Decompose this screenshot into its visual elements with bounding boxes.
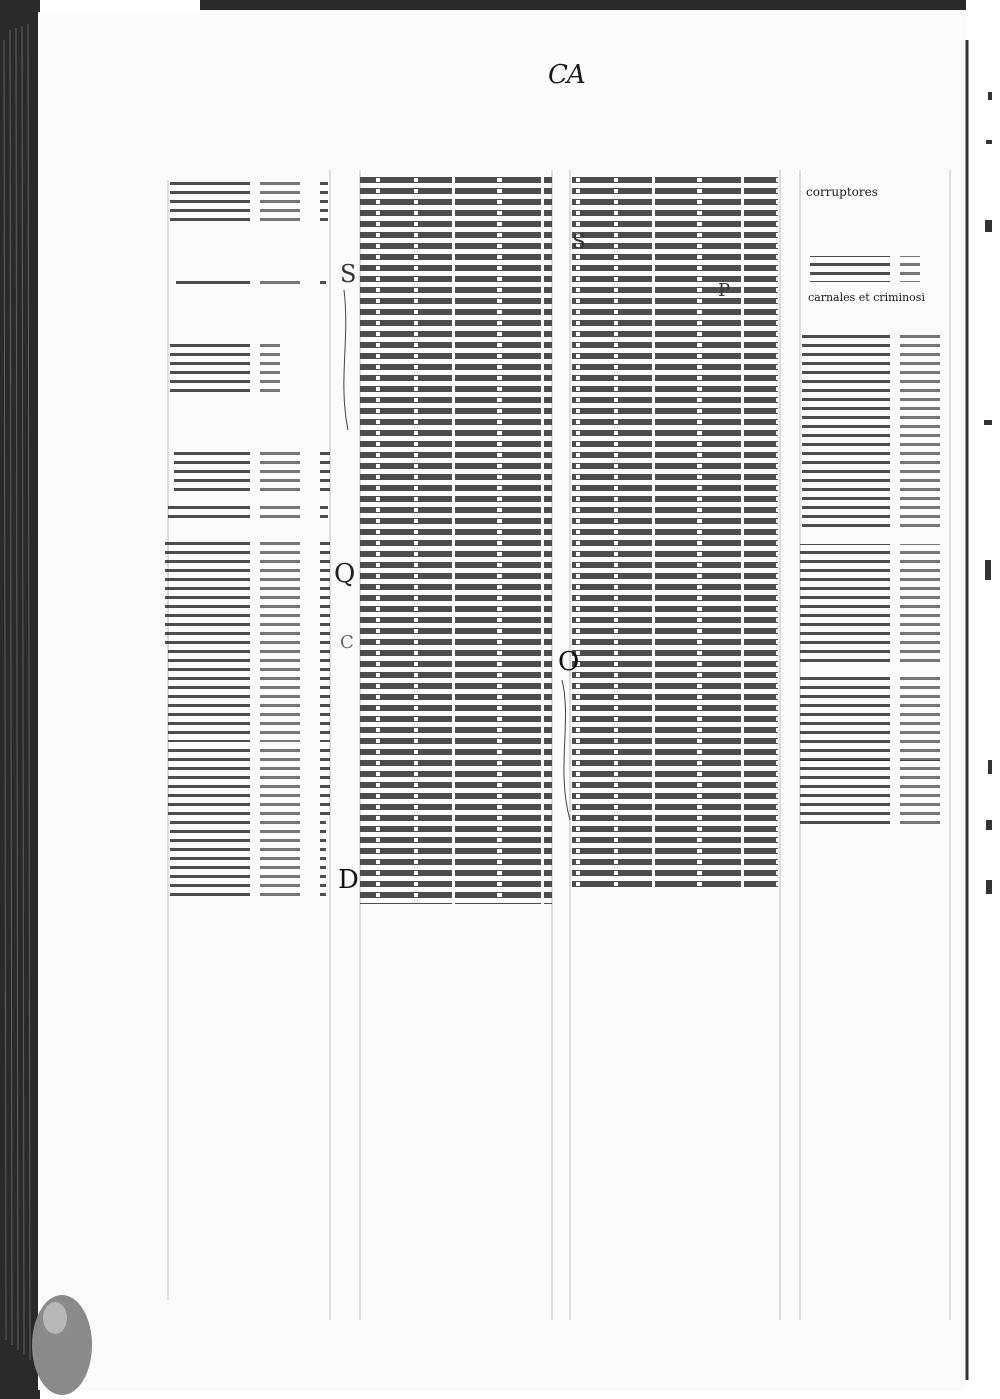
running-head: CA: [548, 60, 585, 90]
binding-right: [966, 0, 1000, 1399]
main-column-left: [360, 176, 552, 904]
svg-text:Q: Q: [334, 559, 356, 589]
svg-text:D: D: [338, 865, 359, 895]
main-column-right: [572, 176, 778, 888]
gloss-heading-corruptores: corruptores: [806, 185, 878, 199]
thumb-icon: [32, 1295, 92, 1395]
svg-text:S: S: [572, 229, 586, 253]
D-initial: [338, 865, 359, 895]
S2-initial: [572, 229, 586, 253]
svg-text:O: O: [558, 647, 580, 677]
svg-text:P: P: [718, 280, 731, 301]
C-initial: [340, 632, 354, 653]
svg-text:C: C: [340, 632, 354, 653]
Q-initial: [334, 559, 355, 589]
gloss-heading-carnales: carnales et criminosi: [808, 291, 925, 304]
P-initial: [718, 280, 730, 301]
svg-text:S: S: [340, 260, 357, 288]
top-dark-edge: [200, 0, 980, 10]
